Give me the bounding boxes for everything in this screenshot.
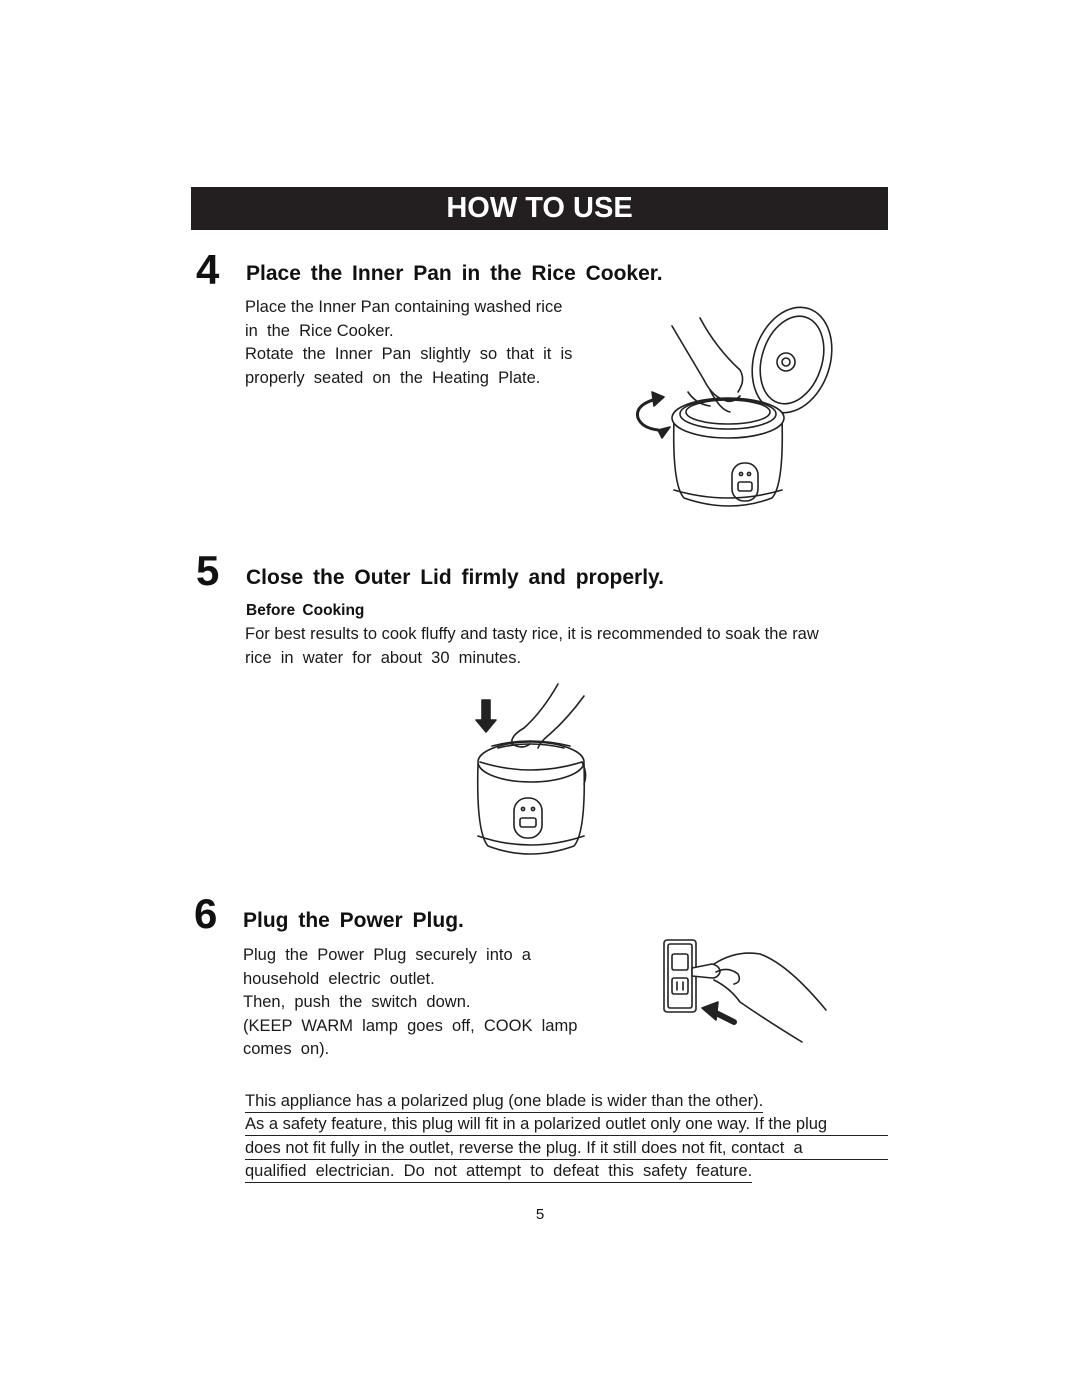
step-5-line-2: rice in water for about 30 minutes. [245,648,522,667]
step-4-line-1: Place the Inner Pan containing washed rice [245,298,563,316]
step-6-line-1: Plug the Power Plug securely into a [243,946,531,964]
step-4-line-2: in the Rice Cooker. [245,321,394,340]
step-6-title: Plug the Power Plug. [243,909,464,932]
section-banner [191,187,888,230]
step-5-subheading: Before Cooking [246,602,365,619]
step-6-line-2: household electric outlet. [243,969,435,988]
step-4-line-4: properly seated on the Heating Plate. [245,368,541,387]
step-6-line-3: Then, push the switch down. [243,993,471,1011]
notice-line-3: does not fit fully in the outlet, reverse the plug. If it still does not fit, contact a [245,1137,888,1160]
step-6-number: 6 [194,890,218,937]
step-4-number: 4 [196,246,220,293]
page-number: 5 [535,1206,545,1223]
step-6-description [243,944,594,1062]
step-5-line-1: For best results to cook fluffy and tasty rice, it is recommended to soak the raw [245,625,819,643]
step-5-number: 5 [196,547,220,594]
notice-line-4: qualified electrician. Do not attempt to defeat this safety feature. [245,1160,752,1183]
polarized-plug-notice [245,1090,888,1184]
step-4-description [245,296,597,390]
power-plug-outlet-icon [656,930,831,1050]
rice-cooker-closing-lid-icon [470,682,600,862]
notice-line-1: This appliance has a polarized plug (one blade is wider than the other). [245,1090,763,1113]
rice-cooker-open-lid-icon [612,300,842,520]
step-6-line-5: comes on). [243,1040,330,1058]
step-5-description [245,623,888,670]
step-5-title: Close the Outer Lid firmly and properly. [246,566,665,589]
banner-title: HOW TO USE [446,192,633,224]
step-4-line-3: Rotate the Inner Pan slightly so that it is [245,345,573,363]
step-4-title: Place the Inner Pan in the Rice Cooker. [246,262,663,285]
notice-line-2: As a safety feature, this plug will fit in a polarized outlet only one way. If the plug [245,1113,888,1136]
step-6-line-4: (KEEP WARM lamp goes off, COOK lamp [243,1016,578,1035]
